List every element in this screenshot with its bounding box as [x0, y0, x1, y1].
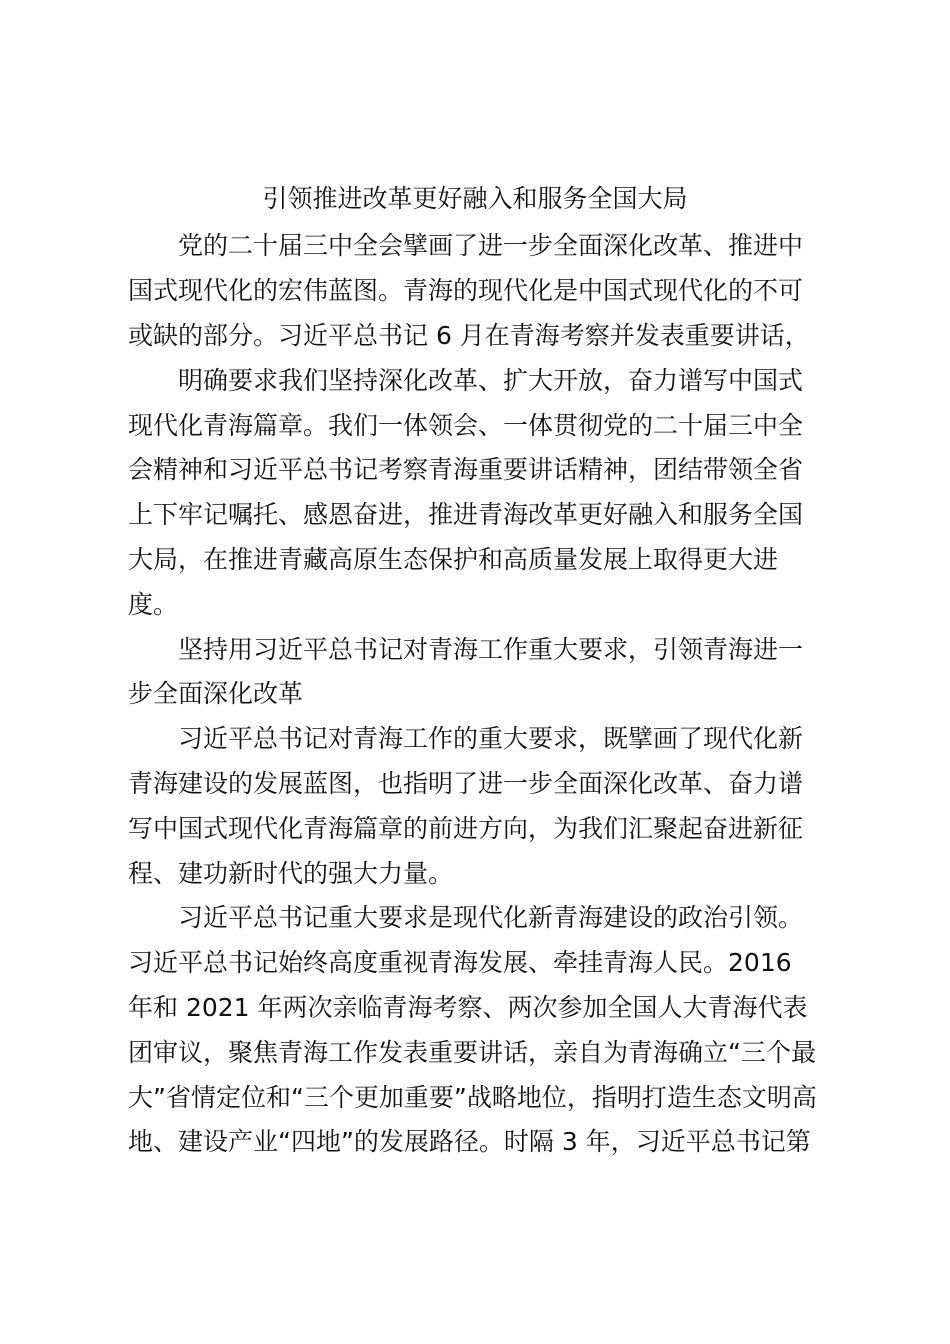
paragraph-line: 会精神和习近平总书记考察青海重要讲话精神，团结带领全省 — [128, 455, 804, 484]
paragraph-line: 党的二十届三中全会擘画了进一步全面深化改革、推进中 — [178, 231, 804, 260]
paragraph-line: 程、建功新时代的强大力量。 — [128, 859, 454, 888]
section-heading-line: 步全面深化改革 — [128, 679, 304, 708]
paragraph-line: 现代化青海篇章。我们一体领会、一体贯彻党的二十届三中全 — [128, 411, 804, 440]
paragraph-line: 习近平总书记对青海工作的重大要求，既擘画了现代化新 — [178, 724, 804, 753]
paragraph-line: 度。 — [128, 590, 179, 619]
paragraph-line: 大局，在推进青藏高原生态保护和高质量发展上取得更大进 — [128, 545, 779, 574]
paragraph-line: 或缺的部分。习近平总书记 6 月在青海考察并发表重要讲话， — [128, 321, 810, 350]
section-heading-line: 坚持用习近平总书记对青海工作重大要求，引领青海进一 — [178, 635, 804, 664]
paragraph-line: 青海建设的发展蓝图，也指明了进一步全面深化改革、奋力谱 — [128, 769, 804, 798]
paragraph-line: 国式现代化的宏伟蓝图。青海的现代化是中国式现代化的不可 — [128, 276, 804, 305]
paragraph-line: 年和 2021 年两次亲临青海考察、两次参加全国人大青海代表 — [128, 993, 808, 1022]
paragraph-line: 明确要求我们坚持深化改革、扩大开放，奋力谱写中国式 — [178, 366, 804, 395]
paragraph-line: 地、建设产业“四地”的发展路径。时隔 3 年，习近平总书记第 — [128, 1127, 811, 1156]
paragraph-line: 习近平总书记重大要求是现代化新青海建设的政治引领。 — [178, 903, 804, 932]
paragraph-line: 写中国式现代化青海篇章的前进方向，为我们汇聚起奋进新征 — [128, 814, 804, 843]
paragraph-line: 大”省情定位和“三个更加重要”战略地位，指明打造生态文明高 — [128, 1083, 817, 1112]
paragraph-line: 团审议，聚焦青海工作发表重要讲话，亲自为青海确立“三个最 — [128, 1038, 816, 1067]
paragraph-line: 习近平总书记始终高度重视青海发展、牵挂青海人民。2016 — [128, 948, 792, 977]
paragraph-line: 上下牢记嘱托、感恩奋进，推进青海改革更好融入和服务全国 — [128, 500, 804, 529]
document-title: 引领推进改革更好融入和服务全国大局 — [262, 184, 688, 213]
